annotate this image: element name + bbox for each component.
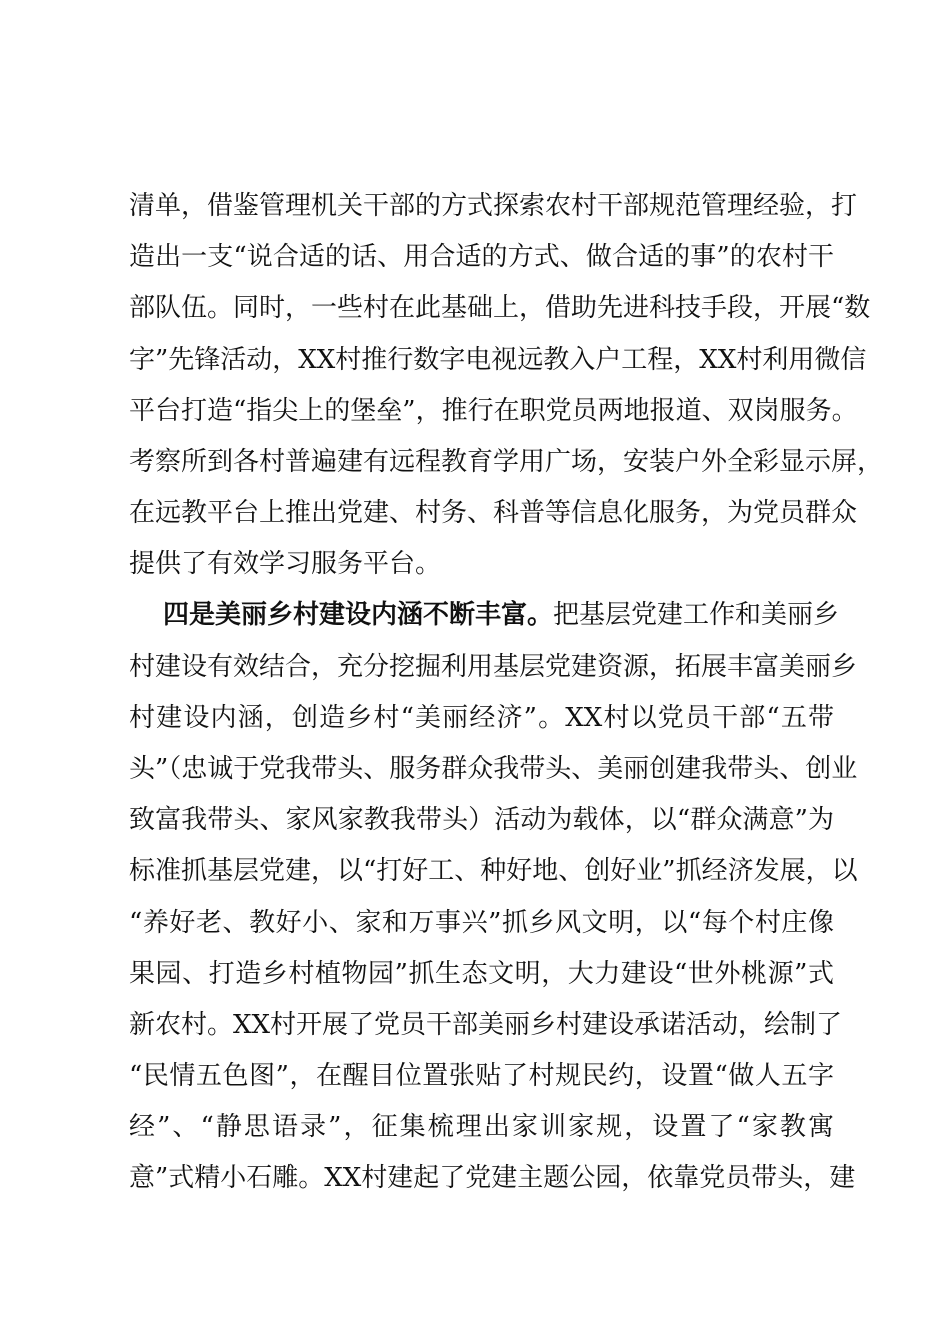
paragraph-2-line-8: 果园、打造乡村植物园”抓生态文明，大力建设“世外桃源”式 [129,959,834,989]
paragraph-2-line-12: 意”式精小石雕。XX村建起了党建主题公园，依靠党员带头，建 [129,1163,856,1193]
paragraph-2-line-6: 标准抓基层党建，以“打好工、种好地、创好业”抓经济发展，以 [129,856,858,886]
paragraph-2-line-7: “养好老、教好小、家和万事兴”抓乡风文明，以“每个村庄像 [129,908,834,938]
paragraph-2-line-11: 经”、“静思语录”，征集梳理出家训家规，设置了“家教寓 [129,1112,834,1142]
paragraph-1-line-1: 清单，借鉴管理机关干部的方式探索农村干部规范管理经验，打 [129,191,858,221]
paragraph-2-first-line [163,589,840,641]
paragraph-1-line-7: 在远教平台上推出党建、村务、科普等信息化服务，为党员群众 [129,498,858,528]
paragraph-1-line-2: 造出一支“说合适的话、用合适的方式、做合适的事”的农村干 [129,242,834,272]
paragraph-1-line-3: 部队伍。同时，一些村在此基础上，借助先进科技手段，开展“数 [129,293,871,323]
paragraph-2-line-3: 村建设内涵，创造乡村“美丽经济”。XX村以党员干部“五带 [129,703,834,733]
paragraph-2-line-4: 头”（忠诚于党我带头、服务群众我带头、美丽创建我带头、创业 [129,754,858,784]
paragraph-2-line-10: “民情五色图”，在醒目位置张贴了村规民约，设置“做人五字 [129,1061,834,1091]
paragraph-1-line-6: 考察所到各村普遍建有远程教育学用广场，安装户外全彩显示屏， [129,447,884,477]
paragraph-2-line-5: 致富我带头、家风家教我带头）活动为载体，以“群众满意”为 [129,805,834,835]
section-heading: 四是美丽乡村建设内涵不断丰富。 [163,600,554,630]
paragraph-2-line-9: 新农村。XX村开展了党员干部美丽乡村建设承诺活动，绘制了 [129,1010,843,1040]
paragraph-2-first-line-text: 把基层党建工作和美丽乡 [553,600,840,630]
paragraph-1-line-5: 平台打造“指尖上的堡垒”，推行在职党员两地报道、双岗服务。 [129,396,858,426]
paragraph-1-line-8: 提供了有效学习服务平台。 [129,549,442,579]
paragraph-2-line-2: 村建设有效结合，充分挖掘利用基层党建资源，拓展丰富美丽乡 [129,652,858,682]
paragraph-1-line-4: 字”先锋活动，XX村推行数字电视远教入户工程，XX村利用微信 [129,345,867,375]
